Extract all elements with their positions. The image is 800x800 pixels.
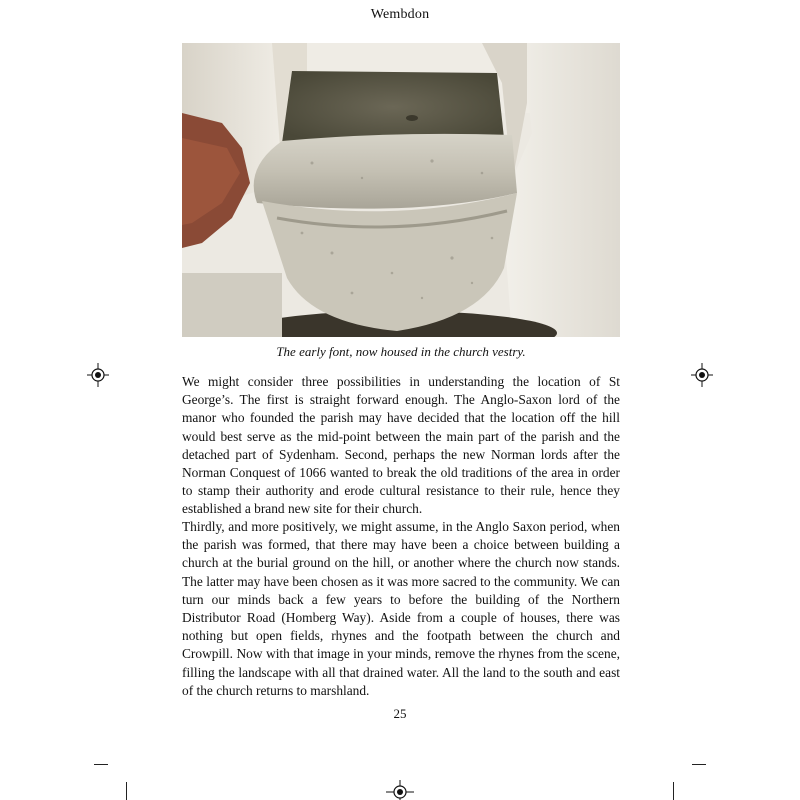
page-number: 25 <box>393 706 407 721</box>
body-paragraph-2: Thirdly, and more positively, we might assume, in the Anglo Saxon period, when the parish was formed, that there may have been a choice between building a church at the burial ground on the hill, or another where the church now stands. The latter may have been chosen as it was more sacred to the community. We can turn our minds back a few years to before the building of the Northern Distributor Road (Homberg Way). Aside from a couple of houses, there was nothing but open fields, rhynes and the footpath between the church and Crowpill. Now with that image in your minds, remove the rhynes from the scene, filling the landscape with all that drained water. All the land to the south and east of the church returns to marshland. <box>182 519 620 698</box>
stone-font-photo <box>182 43 620 337</box>
registration-mark-icon <box>87 363 109 387</box>
crop-mark <box>692 764 706 765</box>
running-head: Wembdon <box>370 7 430 22</box>
figure-caption: The early font, now housed in the church vestry. <box>276 344 526 359</box>
registration-mark-icon <box>691 363 713 387</box>
crop-mark <box>94 764 108 765</box>
crop-mark <box>126 782 127 800</box>
crop-mark <box>673 782 674 800</box>
body-paragraph-1: We might consider three possibilities in understanding the location of St George’s. The first is straight forward enough. The Anglo-Saxon lord of the manor who founded the parish may have decided that the location off the hill would best serve as the mid-point between the main part of the parish and the detached part of Sydenham. Second, perhaps the new Norman lords after the Norman Conquest of 1066 wanted to break the old traditions of the area in order to stamp their authority and erode cultural resistance to their rule, hence they established a brand new site for their church. <box>182 374 620 517</box>
registration-mark-icon <box>386 780 414 800</box>
